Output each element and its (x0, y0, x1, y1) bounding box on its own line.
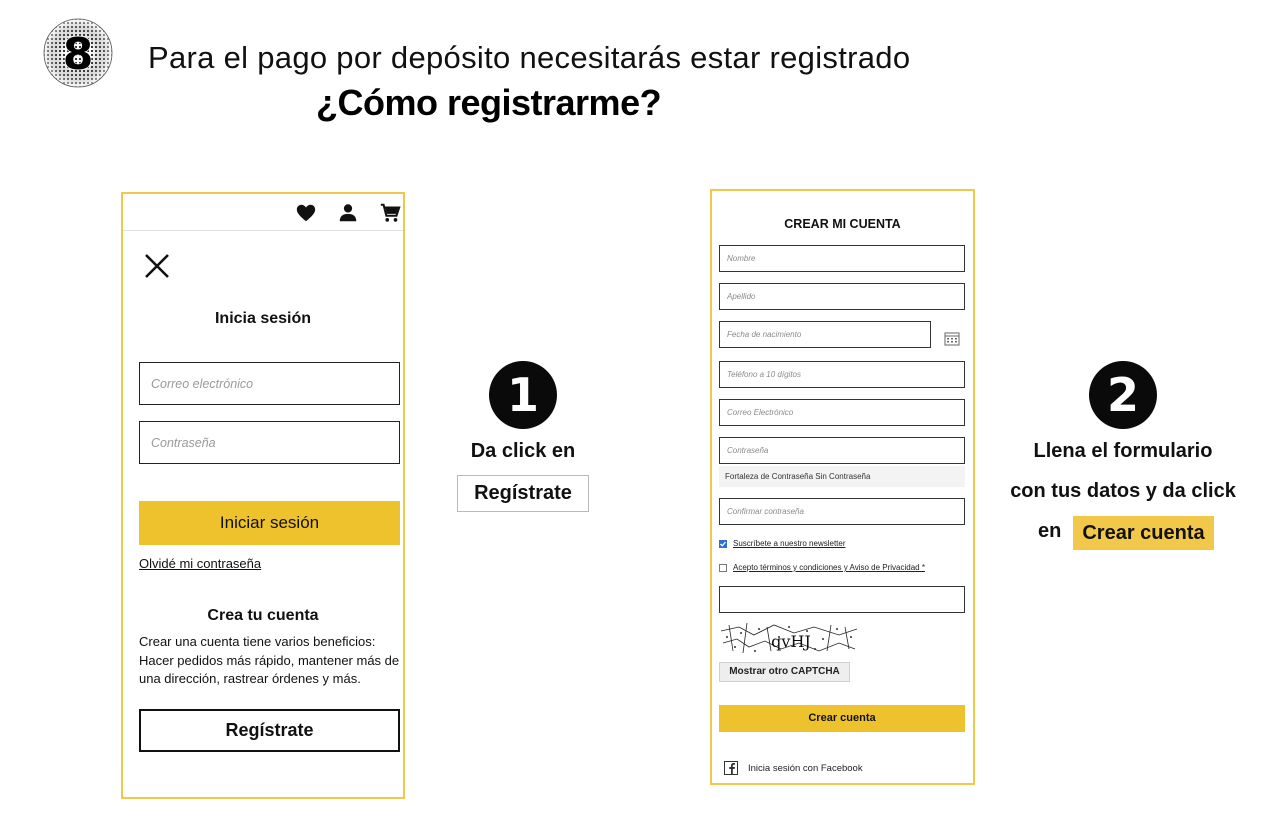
last-name-input[interactable] (719, 283, 965, 310)
terms-checkbox[interactable] (719, 564, 727, 572)
refresh-captcha-button[interactable]: Mostrar otro CAPTCHA (719, 662, 850, 682)
user-icon[interactable] (337, 202, 359, 224)
login-title: Inicia sesión (214, 310, 312, 327)
page-subheadline: ¿Cómo registrarme? (316, 82, 662, 123)
birthdate-input[interactable] (719, 321, 931, 348)
confirm-password-field[interactable] (719, 498, 965, 525)
email-placeholder: Correo electrónico (151, 377, 254, 391)
phone-placeholder: Teléfono a 10 dígitos (727, 370, 801, 379)
password-field[interactable] (719, 437, 965, 464)
captcha-text: qvHJ (771, 632, 811, 651)
terms-label[interactable]: Acepto términos y condiciones y Aviso de Privacidad * (733, 563, 925, 572)
email-input[interactable] (139, 362, 400, 405)
forgot-password-link[interactable]: Olvidé mi contraseña (139, 556, 262, 571)
password-field-placeholder: Contraseña (727, 446, 769, 455)
captcha-image (719, 621, 859, 655)
step-1-register-chip: Regístrate (457, 475, 589, 512)
step-2-instruction-line2: con tus datos y da click (1010, 480, 1236, 502)
email-field-placeholder: Correo Electrónico (727, 408, 794, 417)
step-2-instruction-en: en (1038, 520, 1062, 542)
step-1-badge-icon (488, 360, 558, 430)
login-button[interactable]: Iniciar sesión (139, 501, 400, 545)
step-2-create-account-chip: Crear cuenta (1073, 516, 1214, 550)
step-2-number: 2 (1106, 368, 1140, 422)
create-account-button[interactable]: Crear cuenta (719, 705, 965, 732)
confirm-password-placeholder: Confirmar contraseña (727, 507, 804, 516)
login-screen-panel (121, 192, 405, 799)
phone-input[interactable] (719, 361, 965, 388)
newsletter-label[interactable]: Suscríbete a nuestro newsletter (733, 539, 846, 548)
cart-icon[interactable] (379, 202, 401, 224)
password-placeholder: Contraseña (151, 436, 216, 450)
heart-icon[interactable] (295, 202, 317, 224)
facebook-login-link[interactable]: Inicia sesión con Facebook (748, 763, 863, 774)
step-2-instruction-line1: Llena el formulario (1033, 440, 1213, 462)
first-name-placeholder: Nombre (727, 254, 756, 263)
email-field[interactable] (719, 399, 965, 426)
step-1-instruction: Da click en (470, 440, 576, 462)
benefits-text: Crear una cuenta tiene varios beneficios: Hacer pedidos más rápido, mantener más de una dirección, rastrear órdenes y más. (139, 634, 400, 686)
step-2-badge-icon (1088, 360, 1158, 430)
password-strength-indicator (719, 466, 965, 487)
newsletter-checkbox[interactable] (719, 540, 727, 548)
password-input[interactable] (139, 421, 400, 464)
calendar-icon[interactable] (944, 331, 960, 346)
birthdate-placeholder: Fecha de nacimiento (727, 330, 802, 339)
register-title: CREAR MI CUENTA (784, 217, 901, 231)
check-icon (719, 540, 727, 548)
create-account-title: Crea tu cuenta (207, 607, 319, 624)
register-screen-panel (710, 189, 975, 785)
step-8-number: 8 (62, 29, 94, 80)
first-name-input[interactable] (719, 245, 965, 272)
step-8-badge-icon (42, 17, 114, 89)
facebook-icon[interactable] (724, 761, 738, 775)
captcha-input[interactable] (719, 586, 965, 613)
page-headline: Para el pago por depósito necesitarás estar registrado (148, 40, 911, 75)
login-topbar (123, 194, 403, 231)
last-name-placeholder: Apellido (727, 292, 756, 301)
step-1-number: 1 (506, 368, 540, 422)
password-strength-text: Fortaleza de Contraseña Sin Contraseña (725, 472, 871, 481)
close-icon[interactable] (143, 252, 171, 280)
register-button[interactable]: Regístrate (139, 709, 400, 752)
